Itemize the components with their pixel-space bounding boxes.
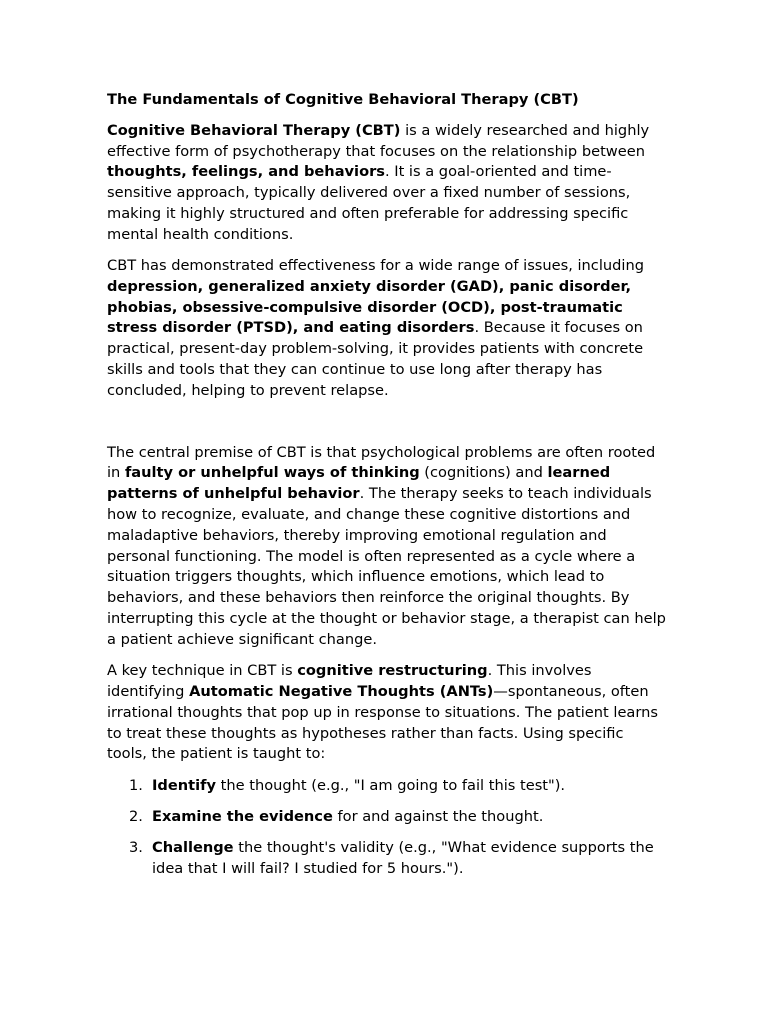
bold-term: Cognitive Behavioral Therapy (CBT) [107,121,401,139]
list-number: 2. [129,807,143,825]
paragraph-text: (cognitions) and [419,464,548,482]
paragraph-text: . It is a goal-oriented and time-sensitive approach, typically delivered over a fixed number of sessions, making it highly structured and often preferable for addressing specific mental health conditions. [107,163,631,243]
paragraph-technique [107,661,667,765]
bold-term: Examine the evidence [152,807,333,825]
bold-term: Challenge [152,839,234,857]
paragraph-text: A key technique in CBT is [107,662,298,680]
list-number: 3. [129,839,143,857]
paragraph-effectiveness [107,256,667,402]
list-item-text: for and against the thought. [332,807,544,825]
bold-term: Identify [152,776,217,794]
bold-term: cognitive restructuring [297,662,488,680]
steps-list [107,776,667,880]
list-number: 1. [129,776,143,794]
paragraph-text: . The therapy seeks to teach individuals how to recognize, evaluate, and change these cognitive distortions and maladaptive behaviors, thereby improving emotional regulation and personal functioning. The model is often represented as a cycle where a situation triggers thoughts, which influence emotions, which lead to behaviors, and these behaviors then reinforce the original thoughts. By interrupting this cycle at the thought or behavior stage, a therapist can help a patient achieve significant change. [107,485,666,648]
document-body [107,90,667,890]
paragraph-text: is a widely researched and highly effective form of psychotherapy that focuses on the relationship between [107,121,650,160]
paragraph-intro [107,121,667,246]
paragraph-text: . Because it focuses on practical, present-day problem-solving, it provides patients with concrete skills and tools that they can continue to use long after therapy has concluded, helping to prevent relapse. [107,319,644,399]
bold-term: faulty or unhelpful ways of thinking [124,464,420,482]
bold-term: thoughts, feelings, and behaviors [107,163,385,181]
list-item [107,838,667,880]
list-item-text: the thought's validity (e.g., "What evidence supports the idea that I will fail? I studied for 5 hours."). [152,839,654,877]
list-item [107,776,667,797]
paragraph-text: CBT has demonstrated effectiveness for a wide range of issues, including [107,257,644,275]
document-title: The Fundamentals of Cognitive Behavioral Therapy (CBT) [107,91,579,108]
list-item-text: the thought (e.g., "I am going to fail this test"). [216,776,566,794]
bold-term: depression, generalized anxiety disorder (GAD), panic disorder, phobias, obsessive-compulsive disorder (OCD), post-traumatic stress disorder (PTSD), and eating disorders [107,277,632,337]
list-item [107,807,667,828]
bold-term: Automatic Negative Thoughts (ANTs) [189,682,494,700]
bold-term: learned patterns of unhelpful behavior [107,464,611,503]
paragraph-text: —spontaneous, often irrational thoughts that pop up in response to situations. The patient learns to treat these thoughts as hypotheses rather than facts. Using specific tools, the patient is taught to: [107,682,658,763]
paragraph-text: . This involves identifying [107,662,592,700]
paragraph-premise [107,443,667,651]
paragraph-text: The central premise of CBT is that psychological problems are often rooted in [107,443,656,482]
